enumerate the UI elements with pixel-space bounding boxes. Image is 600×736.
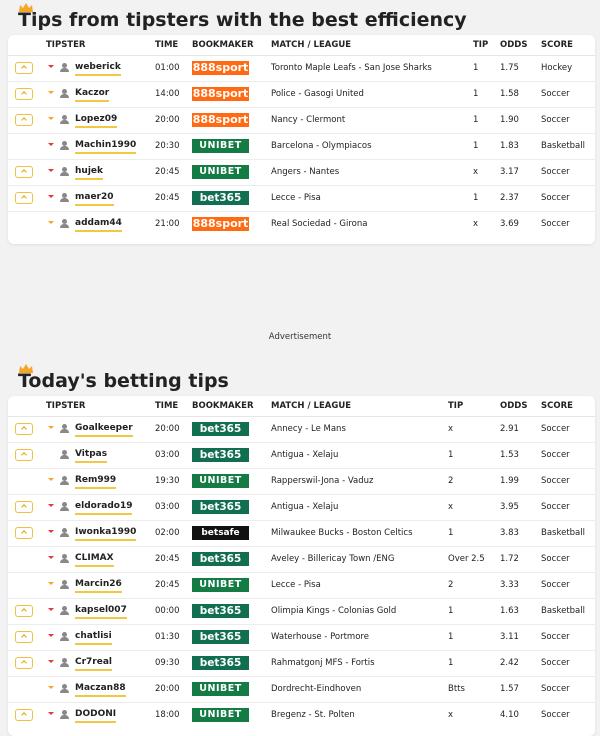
- follow-chevron-icon[interactable]: [15, 88, 33, 100]
- table-header: [8, 396, 595, 417]
- follow-chevron-icon[interactable]: [15, 709, 33, 721]
- match-time: 01:00: [155, 63, 180, 73]
- sport-label: Soccer: [541, 424, 570, 434]
- match-time: 00:00: [155, 606, 180, 616]
- tip-value: x: [448, 424, 454, 434]
- header-score: SCORE: [541, 40, 573, 50]
- match-league: Bregenz - St. Polten: [271, 710, 355, 720]
- header-tipster: TIPSTER: [46, 401, 86, 411]
- trend-arrow-icon: [48, 91, 54, 94]
- sport-label: Soccer: [541, 580, 570, 590]
- sport-label: Soccer: [541, 115, 570, 125]
- tip-value: 1: [473, 63, 479, 73]
- match-time: 14:00: [155, 89, 180, 99]
- tip-value: x: [473, 167, 479, 177]
- match-time: 02:00: [155, 528, 180, 538]
- match-league: Aveley - Billericay Town /ENG: [271, 554, 395, 564]
- header-tipster: TIPSTER: [46, 40, 86, 50]
- odds-value: 1.58: [500, 89, 519, 99]
- match-time: 20:30: [155, 141, 180, 151]
- tipster-link[interactable]: hujek: [75, 166, 103, 180]
- table-row[interactable]: [8, 573, 595, 599]
- trend-arrow-icon: [48, 65, 54, 68]
- bookmaker-logo[interactable]: bet365: [192, 656, 249, 670]
- match-league: Barcelona - Olympiacos: [271, 141, 372, 151]
- bookmaker-logo[interactable]: 888sport: [192, 217, 249, 230]
- tipster-link[interactable]: kapsel007: [75, 605, 127, 619]
- tipster-link[interactable]: CLIMAX: [75, 553, 114, 567]
- table-row[interactable]: [8, 547, 595, 573]
- tipster-link[interactable]: Lopez09: [75, 114, 117, 128]
- match-time: 20:00: [155, 684, 180, 694]
- match-league: Annecy - Le Mans: [271, 424, 346, 434]
- odds-value: 2.37: [500, 193, 519, 203]
- table-row[interactable]: [8, 186, 595, 212]
- sport-label: Soccer: [541, 502, 570, 512]
- trend-arrow-icon: [48, 169, 54, 172]
- table-row[interactable]: [8, 82, 595, 108]
- match-time: 20:45: [155, 193, 180, 203]
- bookmaker-logo[interactable]: bet365: [192, 191, 249, 205]
- match-time: 03:00: [155, 502, 180, 512]
- match-time: 20:45: [155, 580, 180, 590]
- header-time: TIME: [155, 40, 179, 50]
- sport-label: Soccer: [541, 658, 570, 668]
- user-icon: [60, 219, 69, 229]
- todays-tips-table: [8, 396, 595, 736]
- sport-label: Soccer: [541, 450, 570, 460]
- odds-value: 1.63: [500, 606, 519, 616]
- bookmaker-logo[interactable]: UNIBET: [192, 165, 249, 179]
- trend-arrow-icon: [48, 478, 54, 481]
- match-league: Antigua - Xelaju: [271, 502, 339, 512]
- bookmaker-logo[interactable]: bet365: [192, 552, 249, 566]
- bookmaker-logo[interactable]: 888sport: [192, 61, 249, 74]
- tipster-link[interactable]: Machin1990: [75, 140, 136, 154]
- table-row[interactable]: [8, 443, 595, 469]
- header-tip: TIP: [448, 401, 464, 411]
- sport-label: Soccer: [541, 167, 570, 177]
- match-league: Real Sociedad - Girona: [271, 219, 368, 229]
- tipster-link[interactable]: Rem999: [75, 475, 116, 489]
- odds-value: 1.53: [500, 450, 519, 460]
- match-league: Lecce - Pisa: [271, 580, 321, 590]
- table-row[interactable]: [8, 677, 595, 703]
- odds-value: 1.75: [500, 63, 519, 73]
- sport-label: Basketball: [541, 606, 585, 616]
- follow-chevron-icon[interactable]: [15, 423, 33, 435]
- match-time: 03:00: [155, 450, 180, 460]
- table-row[interactable]: [8, 469, 595, 495]
- tipster-link[interactable]: addam44: [75, 218, 122, 232]
- bookmaker-logo[interactable]: bet365: [192, 448, 249, 462]
- sport-label: Soccer: [541, 632, 570, 642]
- match-league: Toronto Maple Leafs - San Jose Sharks: [271, 63, 432, 73]
- follow-chevron-icon[interactable]: [15, 449, 33, 461]
- table-row[interactable]: [8, 212, 595, 237]
- trend-arrow-icon: [48, 195, 54, 198]
- sport-label: Soccer: [541, 710, 570, 720]
- trend-arrow-icon: [48, 712, 54, 715]
- tipster-link[interactable]: Marcin26: [75, 579, 122, 593]
- user-icon: [60, 450, 69, 460]
- match-time: 20:00: [155, 115, 180, 125]
- table-row[interactable]: [8, 134, 595, 160]
- odds-value: 2.42: [500, 658, 519, 668]
- header-odds: ODDS: [500, 40, 528, 50]
- follow-chevron-icon[interactable]: [15, 114, 33, 126]
- user-icon: [60, 528, 69, 538]
- trend-arrow-icon: [48, 660, 54, 663]
- sport-label: Soccer: [541, 684, 570, 694]
- table-row[interactable]: [8, 108, 595, 134]
- table-row[interactable]: [8, 625, 595, 651]
- tip-value: x: [448, 710, 454, 720]
- tipster-link[interactable]: Cr7real: [75, 657, 112, 671]
- tip-value: 1: [473, 193, 479, 203]
- odds-value: 4.10: [500, 710, 519, 720]
- match-time: 09:30: [155, 658, 180, 668]
- sport-label: Soccer: [541, 476, 570, 486]
- user-icon: [60, 554, 69, 564]
- trend-arrow-icon: [48, 530, 54, 533]
- odds-value: 2.91: [500, 424, 519, 434]
- tipster-link[interactable]: Vitpas: [75, 449, 107, 463]
- user-icon: [60, 632, 69, 642]
- table-row[interactable]: [8, 160, 595, 186]
- bookmaker-logo[interactable]: UNIBET: [192, 474, 249, 488]
- match-time: 20:00: [155, 424, 180, 434]
- follow-chevron-icon[interactable]: [15, 62, 33, 74]
- sport-label: Hockey: [541, 63, 573, 73]
- tip-value: Over 2.5: [448, 554, 485, 564]
- follow-chevron-icon[interactable]: [15, 501, 33, 513]
- odds-value: 1.83: [500, 141, 519, 151]
- header-tip: TIP: [473, 40, 489, 50]
- odds-value: 3.69: [500, 219, 519, 229]
- table-row[interactable]: [8, 651, 595, 677]
- odds-value: 1.72: [500, 554, 519, 564]
- tipster-link[interactable]: maer20: [75, 192, 114, 206]
- match-league: Rahmatgonj MFS - Fortis: [271, 658, 375, 668]
- trend-arrow-icon: [48, 117, 54, 120]
- user-icon: [60, 502, 69, 512]
- user-icon: [60, 580, 69, 590]
- tip-value: 2: [448, 476, 454, 486]
- match-league: Lecce - Pisa: [271, 193, 321, 203]
- table-row[interactable]: [8, 521, 595, 547]
- odds-value: 3.95: [500, 502, 519, 512]
- user-icon: [60, 167, 69, 177]
- user-icon: [60, 89, 69, 99]
- sport-label: Soccer: [541, 193, 570, 203]
- user-icon: [60, 141, 69, 151]
- sport-label: Basketball: [541, 141, 585, 151]
- table-row[interactable]: [8, 703, 595, 728]
- match-time: 21:00: [155, 219, 180, 229]
- tipster-link[interactable]: Kaczor: [75, 88, 109, 102]
- header-match: MATCH / LEAGUE: [271, 401, 352, 411]
- sport-label: Soccer: [541, 219, 570, 229]
- match-time: 20:45: [155, 554, 180, 564]
- advertisement-label: Advertisement: [268, 332, 332, 342]
- match-league: Rapperswil-Jona - Vaduz: [271, 476, 374, 486]
- bookmaker-logo[interactable]: bet365: [192, 604, 249, 618]
- sport-label: Basketball: [541, 528, 585, 538]
- bookmaker-logo[interactable]: UNIBET: [192, 139, 249, 153]
- match-league: Angers - Nantes: [271, 167, 340, 177]
- header-bookmaker: BOOKMAKER: [192, 40, 254, 50]
- follow-chevron-icon[interactable]: [15, 605, 33, 617]
- tip-value: Btts: [448, 684, 465, 694]
- trend-arrow-icon: [48, 634, 54, 637]
- user-icon: [60, 424, 69, 434]
- section-title-todays-tips: Today's betting tips: [18, 370, 229, 392]
- match-league: Nancy - Clermont: [271, 115, 346, 125]
- tip-value: x: [448, 502, 454, 512]
- sport-label: Soccer: [541, 554, 570, 564]
- match-league: Milwaukee Bucks - Boston Celtics: [271, 528, 413, 538]
- follow-chevron-icon[interactable]: [15, 192, 33, 204]
- follow-chevron-icon[interactable]: [15, 166, 33, 178]
- trend-arrow-icon: [48, 686, 54, 689]
- match-league: Waterhouse - Portmore: [271, 632, 369, 642]
- section-title-best-efficiency: Tips from tipsters with the best efficiency: [18, 9, 467, 31]
- tip-value: 1: [448, 632, 454, 642]
- follow-chevron-icon[interactable]: [15, 631, 33, 643]
- bookmaker-logo[interactable]: 888sport: [192, 87, 249, 100]
- table-row[interactable]: [8, 599, 595, 625]
- odds-value: 1.99: [500, 476, 519, 486]
- user-icon: [60, 193, 69, 203]
- trend-arrow-icon: [48, 582, 54, 585]
- user-icon: [60, 606, 69, 616]
- tipster-link[interactable]: weberick: [75, 62, 121, 76]
- odds-value: 1.57: [500, 684, 519, 694]
- bookmaker-logo[interactable]: 888sport: [192, 113, 249, 126]
- trend-arrow-icon: [48, 608, 54, 611]
- tip-value: 1: [448, 658, 454, 668]
- trend-arrow-icon: [48, 426, 54, 429]
- match-league: Dordrecht-Eindhoven: [271, 684, 362, 694]
- bookmaker-logo[interactable]: UNIBET: [192, 708, 249, 722]
- trend-arrow-icon: [48, 504, 54, 507]
- odds-value: 3.33: [500, 580, 519, 590]
- trend-arrow-icon: [48, 143, 54, 146]
- tipster-link[interactable]: Iwonka1990: [75, 527, 136, 541]
- trend-arrow-icon: [48, 556, 54, 559]
- header-bookmaker: BOOKMAKER: [192, 401, 254, 411]
- bookmaker-logo[interactable]: betsafe: [192, 526, 249, 540]
- bookmaker-logo[interactable]: UNIBET: [192, 578, 249, 592]
- header-match: MATCH / LEAGUE: [271, 40, 352, 50]
- tipster-link[interactable]: DODONI: [75, 709, 116, 723]
- user-icon: [60, 476, 69, 486]
- tip-value: 1: [473, 141, 479, 151]
- bookmaker-logo[interactable]: bet365: [192, 630, 249, 644]
- tip-value: 1: [448, 450, 454, 460]
- tip-value: x: [473, 219, 479, 229]
- bookmaker-logo[interactable]: UNIBET: [192, 682, 249, 696]
- match-time: 20:45: [155, 167, 180, 177]
- match-time: 18:00: [155, 710, 180, 720]
- user-icon: [60, 684, 69, 694]
- match-time: 19:30: [155, 476, 180, 486]
- sport-label: Soccer: [541, 89, 570, 99]
- tipster-link[interactable]: Goalkeeper: [75, 423, 133, 437]
- user-icon: [60, 658, 69, 668]
- follow-chevron-icon[interactable]: [15, 657, 33, 669]
- table-row[interactable]: [8, 417, 595, 443]
- match-time: 01:30: [155, 632, 180, 642]
- follow-chevron-icon[interactable]: [15, 527, 33, 539]
- bookmaker-logo[interactable]: bet365: [192, 500, 249, 514]
- odds-value: 3.83: [500, 528, 519, 538]
- user-icon: [60, 710, 69, 720]
- table-header: [8, 35, 595, 56]
- odds-value: 3.11: [500, 632, 519, 642]
- header-odds: ODDS: [500, 401, 528, 411]
- odds-value: 3.17: [500, 167, 519, 177]
- user-icon: [60, 115, 69, 125]
- tip-value: 1: [473, 89, 479, 99]
- user-icon: [60, 63, 69, 73]
- tip-value: 1: [448, 528, 454, 538]
- header-time: TIME: [155, 401, 179, 411]
- table-row[interactable]: [8, 56, 595, 82]
- table-row[interactable]: [8, 495, 595, 521]
- tip-value: 1: [473, 115, 479, 125]
- tipster-link[interactable]: Maczan88: [75, 683, 126, 697]
- bookmaker-logo[interactable]: bet365: [192, 422, 249, 436]
- odds-value: 1.90: [500, 115, 519, 125]
- tip-value: 1: [448, 606, 454, 616]
- match-league: Police - Gasogi United: [271, 89, 364, 99]
- match-league: Olimpia Kings - Colonias Gold: [271, 606, 397, 616]
- tip-value: 2: [448, 580, 454, 590]
- trend-arrow-icon: [48, 221, 54, 224]
- tipster-link[interactable]: chatlisi: [75, 631, 112, 645]
- tipster-link[interactable]: eldorado19: [75, 501, 132, 515]
- best-efficiency-table: [8, 35, 595, 244]
- header-score: SCORE: [541, 401, 573, 411]
- match-league: Antigua - Xelaju: [271, 450, 339, 460]
